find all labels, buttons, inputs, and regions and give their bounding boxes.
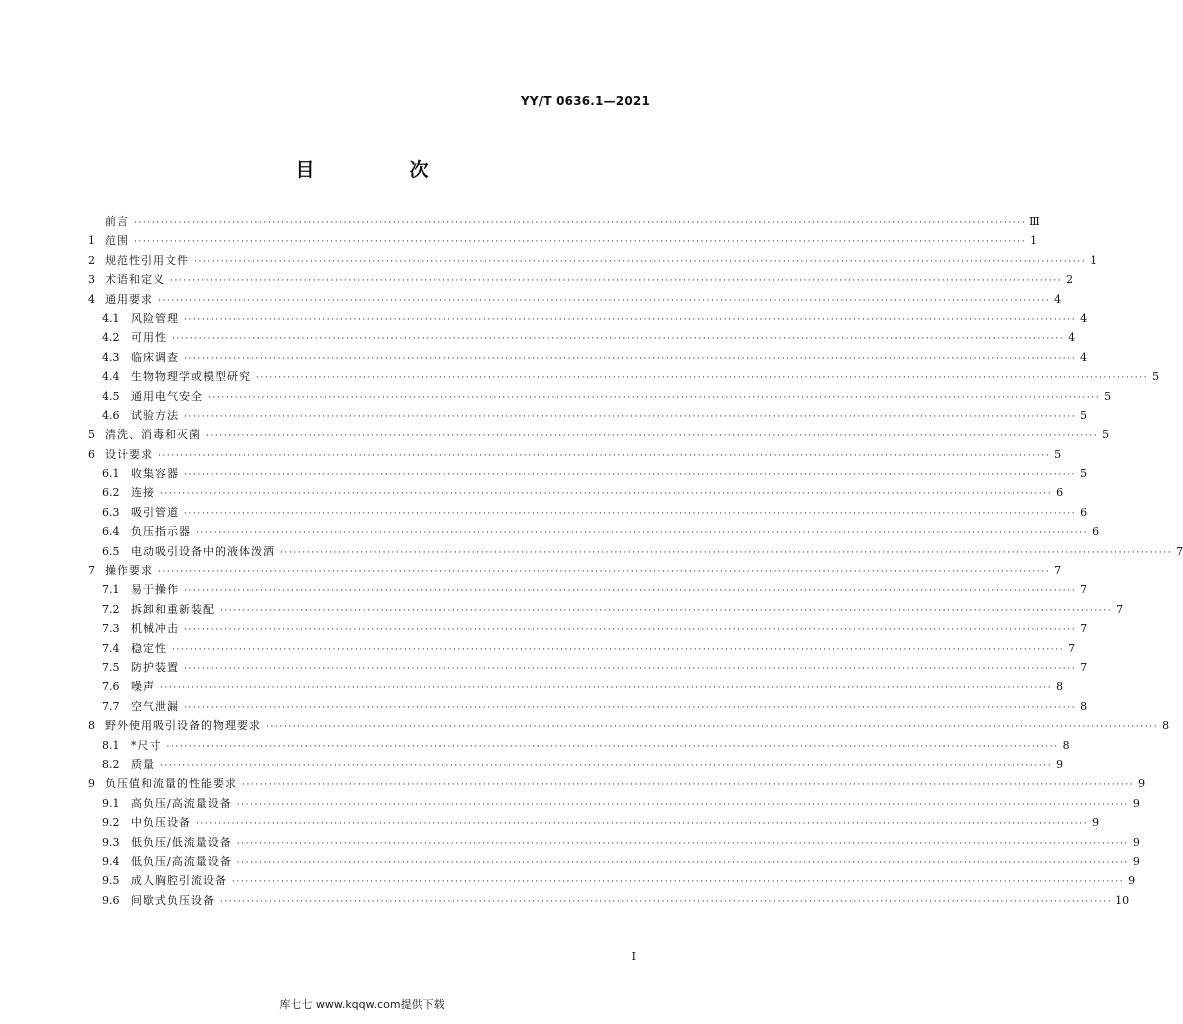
toc-entry[interactable] [88,600,1124,619]
toc-entry-page: 7 [1116,602,1124,616]
toc-leader-dots: ········································································································································································································ [256,373,1149,384]
toc-leader-dots: ········································································································································································································ [194,256,1087,267]
toc-entry-label: 临床调查 [131,350,179,364]
toc-entry-page: 5 [1102,428,1110,442]
toc-entry[interactable] [88,367,1160,386]
toc-entry[interactable] [88,445,1062,464]
toc-entry-label: 低负压/低流量设备 [131,835,232,849]
toc-entry-page: 9 [1132,835,1140,849]
table-of-contents [88,212,1183,910]
toc-entry[interactable] [88,619,1088,638]
toc-entry-number: 4.6 [102,408,120,422]
toc-entry-number: 4.1 [102,311,120,325]
toc-entry-page: 7 [1080,583,1088,597]
toc-entry-page: 9 [1128,874,1136,888]
toc-leader-dots: ········································································································································································································ [184,663,1077,674]
toc-entry-page: 4 [1068,331,1076,345]
toc-leader-dots: ········································································································································································································ [184,508,1077,519]
toc-entry-page: 4 [1080,350,1088,364]
toc-entry-label: 范围 [105,234,129,248]
toc-entry-number: 7.1 [102,583,120,597]
toc-entry[interactable] [88,639,1076,658]
toc-leader-dots: ········································································································································································································ [160,760,1053,771]
toc-entry-page: 5 [1054,447,1062,461]
toc-leader-dots: ········································································································································································································ [232,877,1125,888]
toc-entry[interactable] [88,871,1136,890]
toc-entry-number: 8.1 [102,738,120,752]
toc-leader-dots: ········································································································································································································ [172,644,1065,655]
toc-leader-dots: ········································································································································································································ [184,314,1077,325]
toc-entry-page: 9 [1132,796,1140,810]
toc-leader-dots: ········································································································································································································ [184,586,1077,597]
toc-entry-page: 6 [1080,505,1088,519]
toc-leader-dots: ········································································································································································································ [236,799,1129,810]
toc-leader-dots: ········································································································································································································ [266,722,1159,733]
toc-leader-dots: ········································································································································································································ [220,605,1113,616]
toc-entry-number: 7.5 [102,660,120,674]
toc-entry-number: 6.2 [102,486,120,500]
toc-entry[interactable] [88,580,1088,599]
toc-entry-number: 4.5 [102,389,120,403]
toc-entry-number: 6 [88,447,95,461]
toc-leader-dots: ········································································································································································································ [158,450,1051,461]
toc-leader-dots: ········································································································································································································ [206,431,1099,442]
toc-entry-label: 成人胸腔引流设备 [131,874,227,888]
toc-entry[interactable] [88,774,1146,793]
toc-leader-dots: ········································································································································································································ [170,276,1063,287]
toc-leader-dots: ········································································································································································································ [220,896,1113,907]
toc-entry[interactable] [88,290,1062,309]
toc-entry-number: 4 [88,292,95,306]
toc-entry[interactable] [88,425,1110,444]
toc-entry-label: 通用要求 [105,292,153,306]
toc-entry-number: 9.1 [102,796,120,810]
toc-entry[interactable] [88,852,1140,871]
toc-entry-label: 试验方法 [131,408,179,422]
toc-entry-number: 7.4 [102,641,120,655]
toc-entry-page: 9 [1056,757,1064,771]
toc-entry[interactable] [88,231,1038,250]
toc-entry-number: 4.4 [102,370,120,384]
toc-entry-page: 5 [1152,370,1160,384]
toc-entry-number: 4.2 [102,331,120,345]
toc-entry-label: 负压值和流量的性能要求 [105,777,237,791]
toc-entry-label: 野外使用吸引设备的物理要求 [105,719,261,733]
toc-leader-dots: ········································································································································································································ [208,392,1101,403]
toc-entry-page: 7 [1080,622,1088,636]
toc-entry[interactable] [88,833,1140,852]
toc-entry-number: 6.4 [102,525,120,539]
toc-leader-dots: ········································································································································································································ [184,353,1077,364]
toc-entry-page: 5 [1080,467,1088,481]
toc-entry-page: 10 [1115,893,1130,907]
toc-entry-page: 7 [1176,544,1183,558]
page-number: Ⅰ [631,950,636,963]
toc-entry-number: 6.1 [102,467,120,481]
toc-entry[interactable] [88,813,1100,832]
toc-entry[interactable] [88,522,1100,541]
toc-entry[interactable] [88,891,1130,910]
page-title: 目 次 [295,159,467,181]
toc-entry-number: 2 [88,253,95,267]
toc-entry[interactable] [88,212,1040,231]
toc-entry-label: 负压指示器 [131,525,191,539]
toc-leader-dots: ········································································································································································································ [166,741,1059,752]
toc-entry-number: 8.2 [102,757,120,771]
toc-leader-dots: ········································································································································································································ [236,838,1129,849]
toc-leader-dots: ········································································································································································································ [160,489,1053,500]
toc-entry-page: 9 [1138,777,1146,791]
toc-leader-dots: ········································································································································································································ [196,528,1089,539]
toc-entry-label: 质量 [131,757,155,771]
toc-entry[interactable] [88,755,1064,774]
toc-entry-label: 前言 [105,215,129,228]
toc-entry-number: 9.5 [102,874,120,888]
toc-entry-label: 通用电气安全 [131,389,203,403]
toc-entry-label: 稳定性 [131,641,167,655]
toc-entry-label: 拆卸和重新装配 [131,602,215,616]
toc-entry[interactable] [88,328,1076,347]
toc-entry-label: 电动吸引设备中的液体泼洒 [131,544,275,558]
toc-entry-label: 清洗、消毒和灭菌 [105,428,201,442]
toc-entry-number: 6.3 [102,505,120,519]
toc-entry-page: 5 [1104,389,1112,403]
toc-entry-page: 4 [1080,311,1088,325]
toc-entry[interactable] [88,309,1088,328]
toc-entry-label: 操作要求 [105,564,153,578]
toc-entry-number: 8 [88,719,95,733]
toc-entry-number: 4.3 [102,350,120,364]
toc-entry-page: 9 [1092,816,1100,830]
toc-entry-label: 风险管理 [131,311,179,325]
toc-entry[interactable] [88,387,1112,406]
toc-entry-label: 可用性 [131,331,167,345]
toc-entry-label: 易于操作 [131,583,179,597]
toc-leader-dots: ········································································································································································································ [134,237,1027,248]
toc-entry-number: 7.2 [102,602,120,616]
toc-entry[interactable] [88,736,1070,755]
toc-entry-label: 吸引管道 [131,505,179,519]
toc-entry[interactable] [88,251,1098,270]
toc-entry-number: 3 [88,273,95,287]
toc-leader-dots: ········································································································································································································ [184,411,1077,422]
toc-entry-page: Ⅲ [1029,215,1040,228]
toc-entry[interactable] [88,794,1140,813]
toc-entry-label: 间歇式负压设备 [131,893,215,907]
toc-entry[interactable] [88,483,1064,502]
toc-entry[interactable] [88,658,1088,677]
toc-entry-label: 噪声 [131,680,155,694]
toc-leader-dots: ········································································································································································································ [280,547,1173,558]
toc-entry-page: 8 [1162,719,1170,733]
toc-leader-dots: ········································································································································································································ [196,819,1089,830]
toc-entry-label: 设计要求 [105,447,153,461]
toc-entry[interactable] [88,716,1170,735]
toc-entry[interactable] [88,406,1088,425]
toc-entry-page: 7 [1080,660,1088,674]
toc-entry-label: 收集容器 [131,467,179,481]
toc-entry-number: 5 [88,428,95,442]
toc-entry-page: 7 [1068,641,1076,655]
toc-entry-number: 9 [88,777,95,791]
toc-entry-number: 1 [88,234,95,248]
toc-leader-dots: ········································································································································································································ [236,857,1129,868]
toc-entry-number: 7.6 [102,680,120,694]
toc-entry-label: 连接 [131,486,155,500]
toc-entry-page: 2 [1066,273,1074,287]
toc-entry[interactable] [88,503,1088,522]
toc-entry-page: 8 [1080,699,1088,713]
toc-leader-dots: ········································································································································································································ [158,567,1051,578]
toc-entry[interactable] [88,270,1074,289]
toc-leader-dots: ········································································································································································································ [158,295,1051,306]
toc-entry-page: 1 [1090,253,1098,267]
toc-entry-label: 规范性引用文件 [105,253,189,267]
toc-leader-dots: ········································································································································································································ [160,683,1053,694]
toc-entry[interactable] [88,677,1064,696]
toc-entry-number: 9.3 [102,835,120,849]
toc-entry-page: 4 [1054,292,1062,306]
toc-entry[interactable] [88,542,1183,561]
toc-entry-number: 6.5 [102,544,120,558]
toc-entry-label: 术语和定义 [105,273,165,287]
toc-entry-label: 机械冲击 [131,622,179,636]
toc-leader-dots: ········································································································································································································ [172,334,1065,345]
standard-code: YY/T 0636.1—2021 [520,94,650,108]
toc-entry-page: 8 [1062,738,1070,752]
toc-entry-page: 6 [1056,486,1064,500]
toc-entry-label: 空气泄漏 [131,699,179,713]
toc-entry-number: 9.4 [102,854,120,868]
toc-entry-number: 9.6 [102,893,120,907]
toc-leader-dots: ········································································································································································································ [184,625,1077,636]
toc-entry-label: 中负压设备 [131,816,191,830]
toc-entry-number: 7.7 [102,699,120,713]
toc-entry-page: 8 [1056,680,1064,694]
toc-entry[interactable] [88,561,1062,580]
toc-entry-number: 7 [88,564,95,578]
toc-leader-dots: ········································································································································································································ [184,702,1077,713]
toc-entry[interactable] [88,464,1088,483]
toc-entry-label: 低负压/高流量设备 [131,854,232,868]
toc-entry-page: 6 [1092,525,1100,539]
toc-leader-dots: ········································································································································································································ [242,780,1135,791]
toc-entry-label: 生物物理学或模型研究 [131,370,251,384]
toc-entry-number: 7.3 [102,622,120,636]
toc-leader-dots: ········································································································································································································ [134,218,1027,228]
footer-watermark: 库七七 www.kqqw.com提供下载 [279,998,445,1011]
toc-entry[interactable] [88,348,1088,367]
toc-entry-number: 9.2 [102,816,120,830]
toc-entry-label: 高负压/高流量设备 [131,796,232,810]
toc-leader-dots: ········································································································································································································ [184,470,1077,481]
toc-entry-page: 1 [1030,234,1038,248]
toc-entry-label: 防护装置 [131,660,179,674]
toc-entry-label: *尺寸 [131,738,162,752]
toc-entry[interactable] [88,697,1088,716]
toc-entry-page: 7 [1054,564,1062,578]
toc-entry-page: 5 [1080,408,1088,422]
toc-entry-page: 9 [1132,854,1140,868]
